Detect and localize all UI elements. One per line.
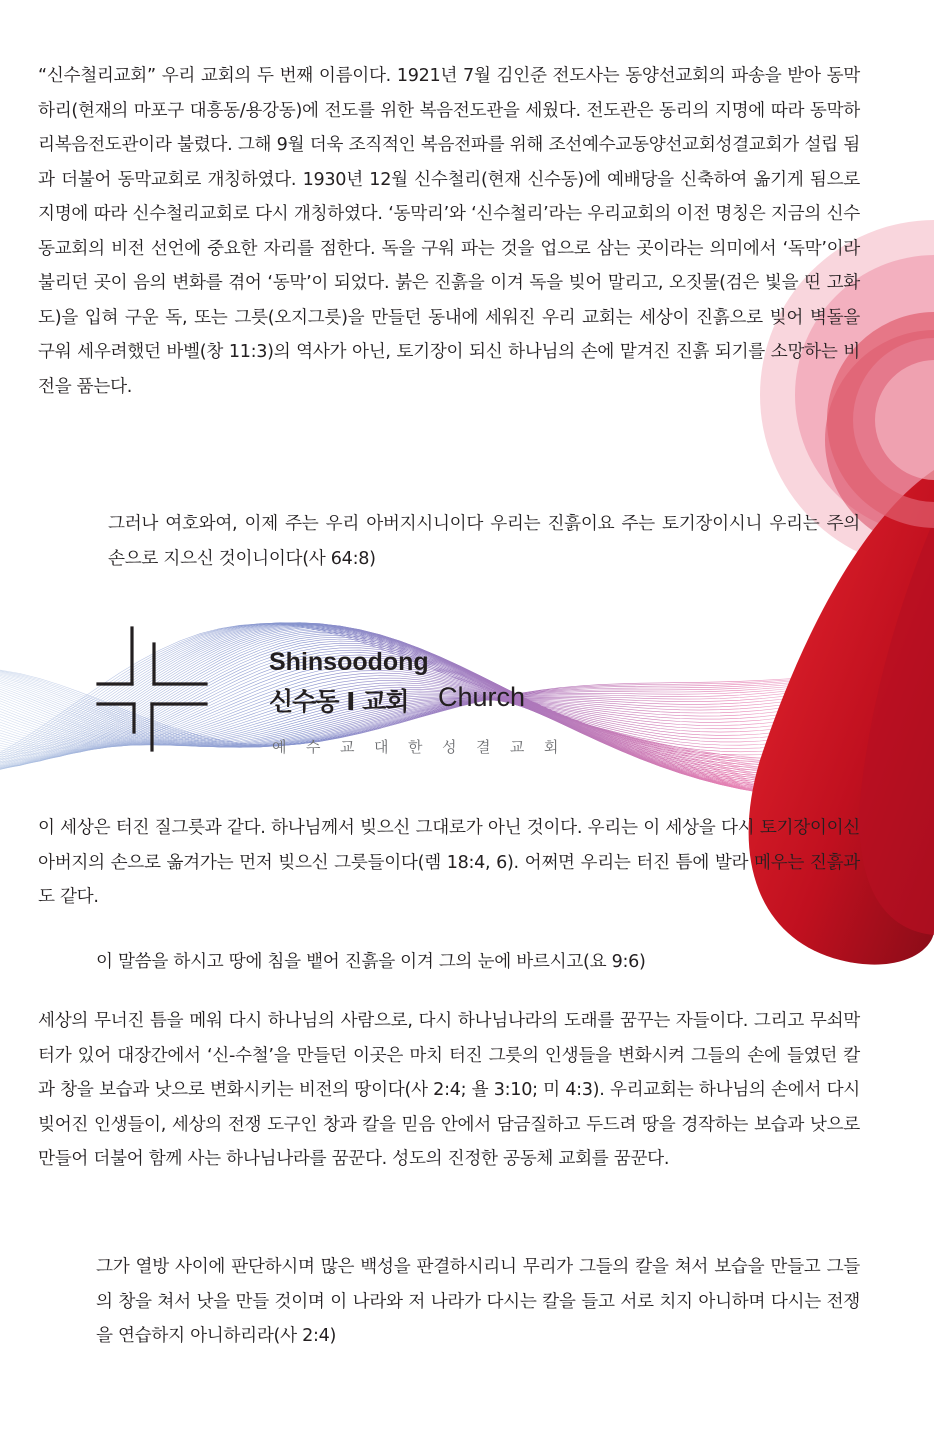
church-logo <box>94 622 654 772</box>
scripture-quote-isaiah-64: 그러나 여호와여, 이제 주는 우리 아버지시니이다 우리는 진흙이요 주는 토기장이시니 우리는 주의 손으로 지으신 것이니이다(사 64:8) <box>108 514 860 569</box>
vision-paragraph: 세상의 무너진 틈을 메워 다시 하나님의 사람으로, 다시 하나님나라의 도래를 꿈꾸는 자들이다. 그리고 무쇠막터가 있어 대장간에서 ‘신-수철’을 만들던 이곳은 마치 터진 그릇의 인생들을 변화시켜 그들의 손에 들였던 칼과 창을 보습과 낫으로 변화시키는 비전의 땅이다(사 2:4; 욜 3:10; 미 4:3). 우리교회는 하나님의 손에서 다시 빚어진 인생들이, 세상의 전쟁 도구인 창과 칼을 믿음 안에서 담금질하고 두드려 땅을 경작하는 보습과 낫으로 만들어 더불어 함께 사는 하나님나라를 꿈꾼다. 성도의 진정한 공동체 교회를 꿈꾼다. <box>38 1011 860 1169</box>
history-paragraph: “신수철리교회” 우리 교회의 두 번째 이름이다. 1921년 7월 김인준 전도사는 동양선교회의 파송을 받아 동막하리(현재의 마포구 대흥동/용강동)에 전도를 위한 복음전도관을 세웠다. 전도관은 동리의 지명에 따라 동막하리복음전도관이라 불렸다. 그해 9월 더욱 조직적인 복음전파를 위해 조선예수교동양선교회성결교회가 설립 됨과 더불어 동막교회로 개칭하였다. 1930년 12월 신수철리(현재 신수동)에 예배당을 신축하여 옮기게 됨으로 지명에 따라 신수철리교회로 다시 개칭하였다. ‘동막리’와 ‘신수철리’라는 우리교회의 이전 명칭은 지금의 신수동교회의 비전 선언에 중요한 자리를 점한다. 독을 구워 파는 것을 업으로 삼는 곳이라는 의미에서 ‘독막’이라 불리던 곳이 음의 변화를 겪어 ‘동막’이 되었다. 붉은 진흙을 이겨 독을 빚어 말리고, 오짓물(검은 빛을 띤 고화도)을 입혀 구운 독, 또는 그릇(오지그릇)을 만들던 동내에 세워진 우리 교회는 세상이 진흙으로 빚어 벽돌을 구워 세우려했던 바벨(창 11:3)의 역사가 아닌, 토기장이 되신 하나님의 손에 맡겨진 진흙 되기를 소망하는 비전을 품는다. <box>38 66 860 397</box>
scripture-quote-john-9: 이 말씀을 하시고 땅에 침을 뱉어 진흙을 이겨 그의 눈에 바르시고(요 9:6) <box>96 952 646 972</box>
scripture-quote-isaiah-2: 그가 열방 사이에 판단하시며 많은 백성을 판결하시리니 무리가 그들의 칼을 쳐서 보습을 만들고 그들의 창을 쳐서 낫을 만들 것이며 이 나라와 저 나라가 다시는 칼을 들고 서로 치지 아니하며 다시는 전쟁을 연습하지 아니하리라(사 2:4) <box>96 1257 860 1346</box>
logo-denomination: 예수교대한성결교회 <box>272 738 578 756</box>
logo-english-name: Shinsoodong <box>269 648 429 676</box>
vessel-paragraph: 이 세상은 터진 질그릇과 같다. 하나님께서 빚으신 그대로가 아닌 것이다. 우리는 이 세상을 다시 토기장이이신 아버지의 손으로 옮겨가는 먼저 빚으신 그릇들이다(렘 18:4, 6). 어쩌면 우리는 터진 틈에 발라 메우는 진흙과도 같다. <box>38 818 860 907</box>
cross-logo-icon <box>94 622 210 756</box>
logo-church-word: Church <box>438 682 526 712</box>
logo-korean-name: 신수동 I 교회 <box>269 687 409 716</box>
